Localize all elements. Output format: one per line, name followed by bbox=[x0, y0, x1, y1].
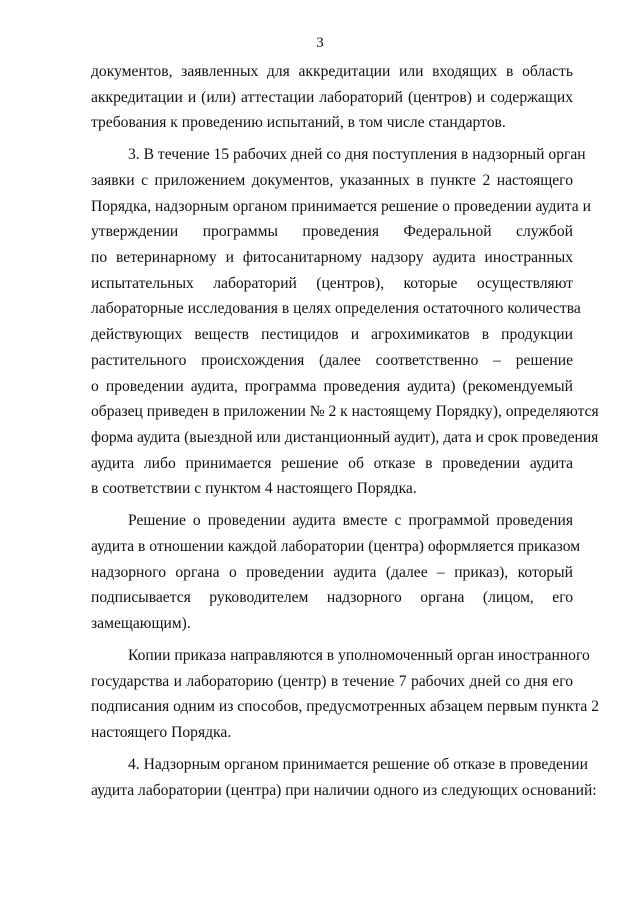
text-line: по ветеринарному и фитосанитарному надзору аудита иностранных bbox=[91, 249, 573, 267]
text-line: замещающим). bbox=[91, 615, 191, 633]
text-line: Решение о проведении аудита вместе с программой проведения bbox=[128, 512, 573, 530]
text-line: настоящего Порядка. bbox=[91, 724, 232, 742]
text-line: испытательных лабораторий (центров), которые осуществляют bbox=[91, 274, 573, 292]
text-line: Порядка, надзорным органом принимается решение о проведении аудита и bbox=[91, 197, 591, 215]
text-line: аудита лаборатории (центра) при наличии одного из следующих оснований: bbox=[91, 781, 597, 799]
text-line: утверждении программы проведения Федеральной службой bbox=[91, 223, 573, 241]
page-number: 3 bbox=[316, 35, 324, 51]
text-line: 3. В течение 15 рабочих дней со дня поступления в надзорный орган bbox=[128, 146, 586, 164]
document-body bbox=[91, 59, 599, 803]
text-line: о проведении аудита, программа проведения аудита) (рекомендуемый bbox=[91, 377, 573, 395]
text-line: аудита в отношении каждой лаборатории (центра) оформляется приказом bbox=[91, 537, 581, 555]
text-line: аккредитации и (или) аттестации лабораторий (центров) и содержащих bbox=[91, 88, 573, 106]
text-line: документов, заявленных для аккредитации или входящих в область bbox=[91, 63, 573, 80]
text-line: подписания одним из способов, предусмотренных абзацем первым пункта 2 bbox=[91, 698, 599, 716]
paragraph-copies bbox=[91, 643, 599, 746]
text-line: растительного происхождения (далее соответственно – решение bbox=[91, 351, 573, 369]
paragraph-item-3 bbox=[91, 142, 599, 502]
text-line: образец приведен в приложении № 2 к настоящему Порядку), определяются bbox=[91, 403, 599, 421]
text-line: в соответствии с пунктом 4 настоящего Порядка. bbox=[91, 480, 417, 498]
paragraph-continuation bbox=[91, 59, 573, 136]
paragraph-decision bbox=[91, 508, 581, 636]
text-line: аудита либо принимается решение об отказе в проведении аудита bbox=[91, 454, 573, 472]
text-line: государства и лабораторию (центр) в течение 7 рабочих дней со дня его bbox=[91, 672, 573, 690]
text-line: лабораторные исследования в целях определения остаточного количества bbox=[91, 300, 581, 318]
text-line: подписывается руководителем надзорного органа (лицом, его bbox=[91, 589, 573, 607]
paragraph-item-4 bbox=[91, 752, 597, 803]
text-line: 4. Надзорным органом принимается решение об отказе в проведении bbox=[128, 756, 588, 774]
text-line: действующих веществ пестицидов и агрохимикатов в продукции bbox=[91, 326, 573, 344]
text-line: форма аудита (выездной или дистанционный аудит), дата и срок проведения bbox=[91, 428, 599, 446]
text-line: Копии приказа направляются в уполномоченный орган иностранного bbox=[128, 647, 590, 665]
text-line: заявки с приложением документов, указанных в пункте 2 настоящего bbox=[91, 172, 573, 190]
text-line: требования к проведению испытаний, в том числе стандартов. bbox=[91, 114, 506, 132]
text-line: надзорного органа о проведении аудита (далее – приказ), который bbox=[91, 563, 573, 581]
